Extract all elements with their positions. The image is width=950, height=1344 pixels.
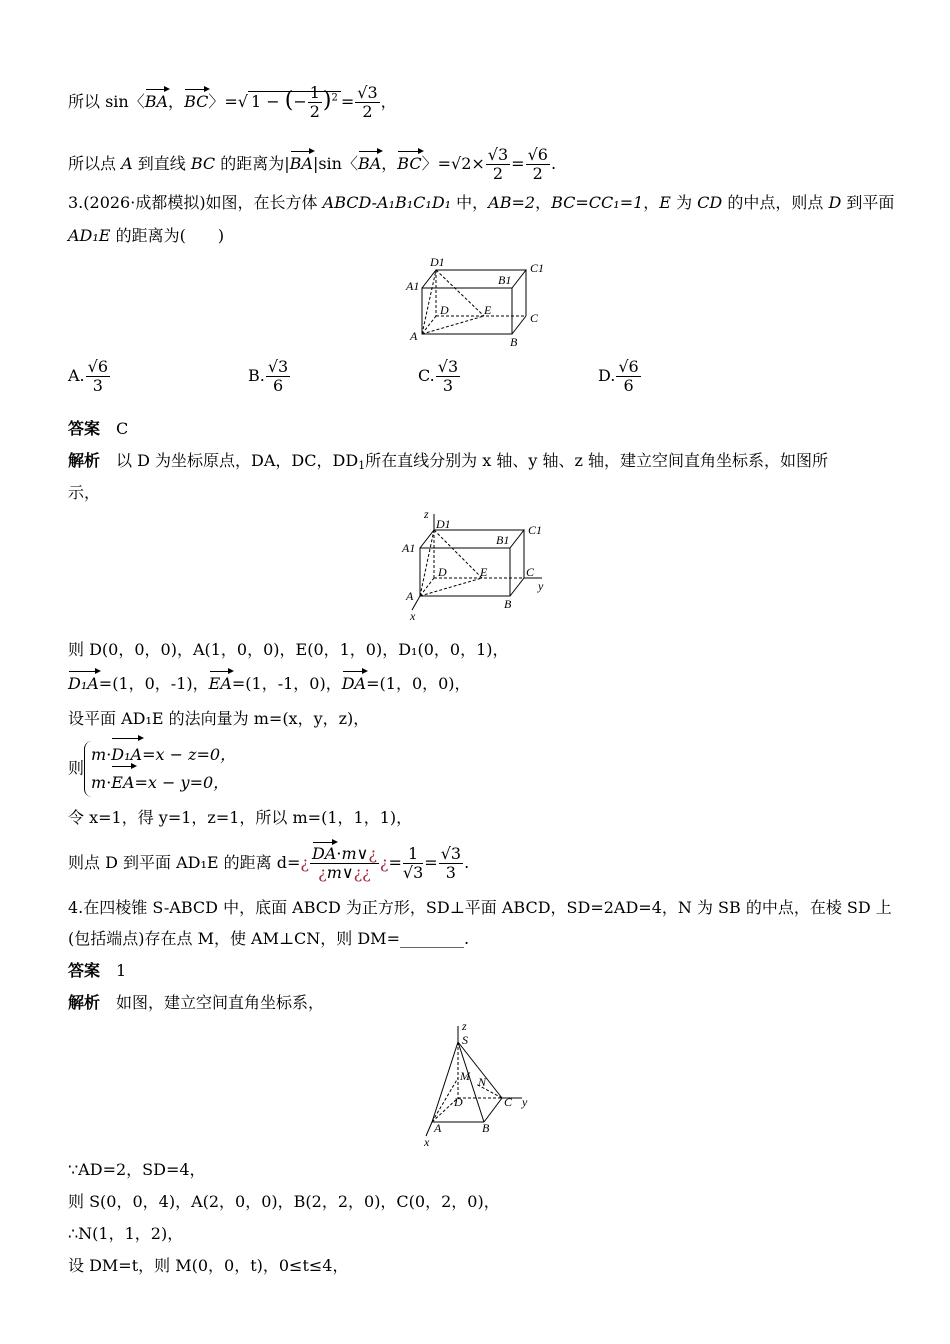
- label-C: C: [504, 1095, 513, 1109]
- vectors-3: D₁A=(1，0，-1)，EA=(1，-1，0)，DA=(1，0，0)，: [68, 674, 471, 693]
- figure-cuboid-2: [398, 508, 558, 624]
- analysis-3-line2: 示，: [68, 483, 101, 502]
- because-line: ∵AD=2，SD=4，: [68, 1160, 206, 1179]
- label-A: A: [410, 329, 418, 343]
- label-E: E: [484, 303, 492, 317]
- figure-pyramid: [418, 1020, 538, 1150]
- answer-3: 答案 C: [68, 419, 129, 438]
- label-D1: D1: [430, 255, 445, 269]
- option-d[interactable]: D. $\frac{√6}{6}$: [598, 357, 639, 395]
- label-C: C: [530, 311, 539, 325]
- q4-line2: (包括端点)存在点 M，使 AM⊥CN，则 DM=________.: [68, 929, 470, 948]
- answer-4: 答案 1: [68, 961, 127, 980]
- option-b[interactable]: B. $\frac{√3}{6}$: [248, 357, 289, 395]
- line-sin: 所以 sin〈BA，BC〉=√ 1 − (− $\frac{1}{2}$ )$^2$ = $\frac{√3}{2}$ ，: [68, 83, 397, 121]
- label-C1: C1: [528, 523, 543, 537]
- axis-x: x: [424, 1135, 430, 1149]
- axis-y: y: [522, 1095, 528, 1109]
- normal-intro: 设平面 AD₁E 的法向量为 m=(x，y，z)，: [68, 709, 370, 728]
- axis-z: z: [424, 508, 429, 521]
- axis-x: x: [410, 609, 416, 623]
- label-E: E: [480, 565, 488, 579]
- label-C1: C1: [530, 261, 545, 275]
- q3-line2: AD₁E 的距离为( ): [68, 226, 225, 245]
- coords-4: 则 S(0，0，4)，A(2，0，0)，B(2，2，0)，C(0，2，0)，: [68, 1192, 500, 1211]
- label-B: B: [482, 1121, 490, 1135]
- axis-y: y: [538, 579, 544, 593]
- system-of-equations: 则m·D₁A=x − z=0， m·EA=x − y=0，: [68, 741, 236, 797]
- label-D: D: [438, 565, 447, 579]
- coords-3: 则 D(0，0，0)，A(1，0，0)，E(0，1，0)，D₁(0，0，1)，: [68, 640, 509, 659]
- label-A: A: [434, 1121, 442, 1135]
- label-D: D: [454, 1095, 463, 1109]
- option-a[interactable]: A. $\frac{√6}{3}$: [68, 357, 109, 395]
- label-D: D: [440, 303, 449, 317]
- label-A: A: [406, 589, 414, 603]
- label-A1: A1: [402, 541, 416, 555]
- label-B1: B1: [496, 533, 510, 547]
- let-x: 令 x=1，得 y=1，z=1，所以 m=(1，1，1)，: [68, 808, 413, 827]
- figure-cuboid-1: [400, 252, 560, 352]
- label-D1: D1: [436, 517, 451, 531]
- distance-formula: 则点 D 到平面 AD₁E 的距离 d=¿ $\frac{DA\cdot m\vee¿}{¿m\vee¿¿}$ ¿= $\frac{1}{√3}$ = $\frac{√3}{3}$ .: [68, 844, 470, 882]
- label-A1: A1: [406, 279, 420, 293]
- label-C: C: [526, 565, 535, 579]
- label-S: S: [462, 1033, 468, 1047]
- axis-z: z: [462, 1020, 467, 1033]
- label-M: M: [460, 1069, 470, 1083]
- label-B: B: [510, 335, 518, 349]
- option-c[interactable]: C. $\frac{√3}{3}$: [418, 357, 459, 395]
- label-B: B: [504, 597, 512, 611]
- therefore-line: ∴N(1，1，2)，: [68, 1224, 184, 1243]
- label-B1: B1: [498, 273, 512, 287]
- q4-line1: 4.在四棱锥 S-ABCD 中，底面 ABCD 为正方形，SD⊥平面 ABCD，SD=2AD=4，N 为 SB 的中点，在棱 SD 上: [68, 898, 892, 917]
- label-N: N: [478, 1075, 487, 1089]
- line-distance-A-BC: 所以点 A 到直线 BC 的距离为|BA|sin〈BA，BC〉=√2× $\frac{√3}{2}$ = $\frac{√6}{2}$ .: [68, 145, 557, 183]
- q3-line1: 3.(2026·成都模拟)如图，在长方体 ABCD-A₁B₁C₁D₁ 中，AB=2，BC=CC₁=1，E 为 CD 的中点，则点 D 到平面: [68, 193, 895, 212]
- analysis-4: 解析 如图，建立空间直角坐标系，: [68, 993, 325, 1012]
- analysis-3-line1: 解析 以 D 为坐标原点，DA，DC，$DD_1$所在直线分别为 x 轴、y 轴、z 轴，建立空间直角坐标系，如图所: [68, 451, 828, 472]
- set-dm-line: 设 DM=t，则 M(0，0，t)，0≤t≤4，: [68, 1256, 349, 1275]
